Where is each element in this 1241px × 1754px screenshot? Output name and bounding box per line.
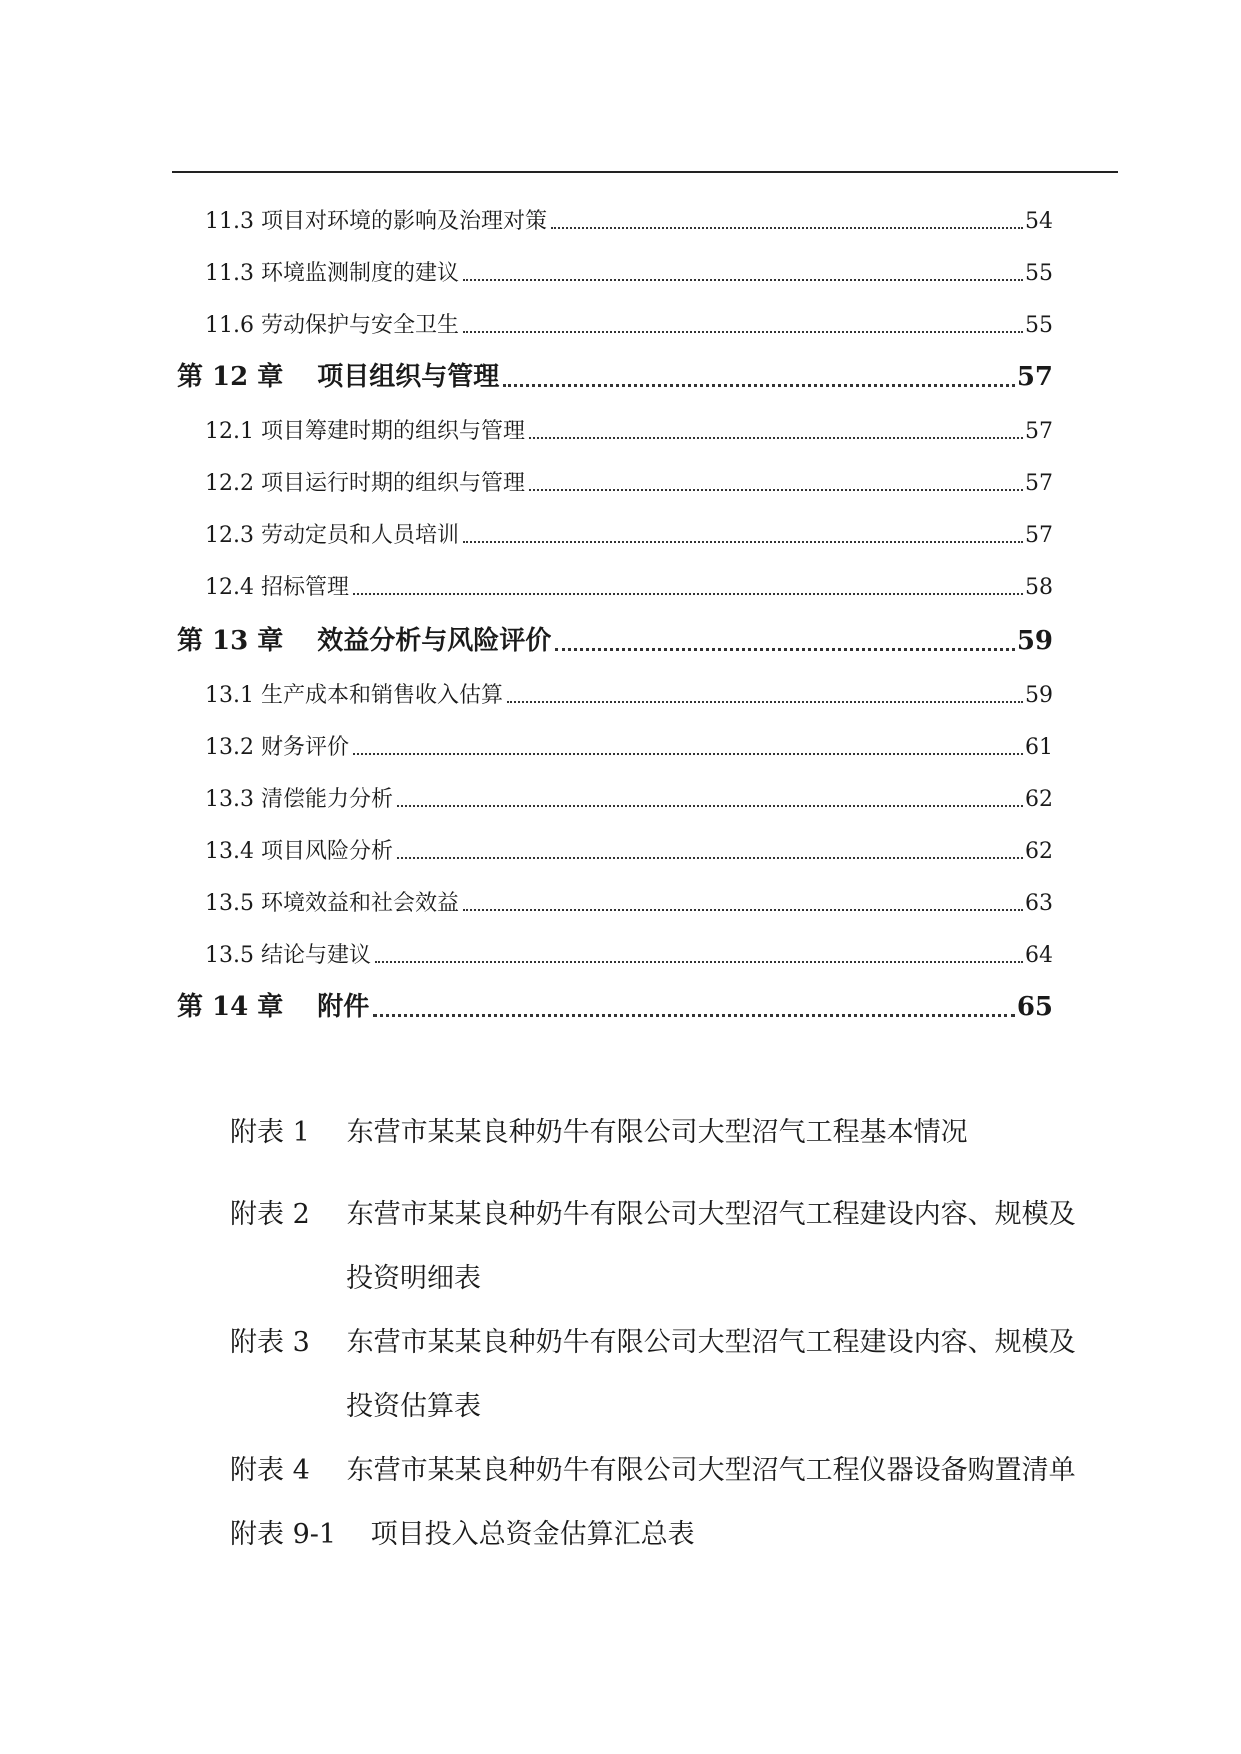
toc-chapter-page: 57	[1016, 362, 1053, 392]
toc-chapter[interactable]	[177, 620, 1053, 657]
appendix-label: 附表 4	[230, 1455, 310, 1486]
toc-chapter-number: 第 14 章	[177, 992, 284, 1022]
toc-entry[interactable]	[205, 414, 1053, 445]
dot-leader	[463, 541, 1023, 543]
toc-entry[interactable]	[205, 678, 1053, 709]
toc-entry[interactable]	[205, 308, 1053, 339]
dot-leader	[555, 648, 1015, 651]
toc-entry[interactable]	[205, 204, 1053, 235]
toc-entry-page: 55	[1025, 313, 1053, 338]
toc-entry-label: 11.3 环境监测制度的建议	[205, 261, 459, 286]
appendix-text: 东营市某某良种奶牛有限公司大型沼气工程基本情况	[346, 1117, 968, 1148]
appendix-text: 东营市某某良种奶牛有限公司大型沼气工程建设内容、规模及	[346, 1327, 1076, 1358]
appendix-item	[230, 1110, 968, 1149]
appendix-continuation: 投资明细表	[346, 1263, 481, 1294]
dot-leader	[463, 331, 1023, 333]
dot-leader	[551, 227, 1023, 229]
toc-entry-label: 13.1 生产成本和销售收入估算	[205, 683, 503, 708]
toc-entry[interactable]	[205, 466, 1053, 497]
toc-entry-label: 12.2 项目运行时期的组织与管理	[205, 471, 525, 496]
dot-leader	[397, 805, 1023, 807]
appendix-item	[230, 1320, 1076, 1359]
appendix-label: 附表 2	[230, 1199, 310, 1230]
toc-entry[interactable]	[205, 730, 1053, 761]
toc-entry-label: 13.3 清偿能力分析	[205, 787, 393, 812]
toc-entry-label: 11.6 劳动保护与安全卫生	[205, 313, 459, 338]
dot-leader	[503, 384, 1015, 387]
dot-leader	[507, 701, 1023, 703]
toc-entry[interactable]	[205, 834, 1053, 865]
appendix-continuation: 投资估算表	[346, 1391, 481, 1422]
toc-entry-page: 57	[1025, 523, 1053, 548]
appendix-item	[230, 1192, 1076, 1231]
toc-entry-page: 61	[1025, 735, 1053, 760]
toc-chapter-label: 附件	[317, 992, 370, 1022]
toc-entry-label: 13.2 财务评价	[205, 735, 349, 760]
dot-leader	[463, 909, 1023, 911]
toc-entry-page: 58	[1025, 575, 1053, 600]
toc-chapter-label: 效益分析与风险评价	[317, 626, 552, 656]
toc-chapter[interactable]	[177, 356, 1053, 393]
toc-entry-label: 13.5 结论与建议	[205, 943, 371, 968]
dot-leader	[529, 437, 1023, 439]
appendix-text: 东营市某某良种奶牛有限公司大型沼气工程仪器设备购置清单	[346, 1455, 1076, 1486]
appendix-label: 附表 9-1	[230, 1519, 337, 1550]
dot-leader	[463, 279, 1023, 281]
toc-entry[interactable]	[205, 518, 1053, 549]
appendix-item	[230, 1448, 1076, 1487]
toc-chapter-number: 第 12 章	[177, 362, 284, 392]
toc-entry[interactable]	[205, 938, 1053, 969]
toc-entry-page: 59	[1025, 683, 1053, 708]
toc-entry-label: 13.5 环境效益和社会效益	[205, 891, 459, 916]
toc-chapter-page: 65	[1016, 992, 1053, 1022]
toc-entry-label: 12.4 招标管理	[205, 575, 349, 600]
toc-entry-page: 62	[1025, 787, 1053, 812]
toc-chapter-number: 第 13 章	[177, 626, 284, 656]
dot-leader	[373, 1014, 1015, 1017]
appendix-text: 东营市某某良种奶牛有限公司大型沼气工程建设内容、规模及	[346, 1199, 1076, 1230]
toc-entry[interactable]	[205, 886, 1053, 917]
dot-leader	[529, 489, 1023, 491]
toc-entry-page: 64	[1025, 943, 1053, 968]
toc-entry-label: 13.4 项目风险分析	[205, 839, 393, 864]
header-rule	[172, 171, 1118, 173]
toc-chapter-page: 59	[1016, 626, 1053, 656]
toc-entry-page: 62	[1025, 839, 1053, 864]
toc-chapter-label: 项目组织与管理	[317, 362, 500, 392]
toc-chapter[interactable]	[177, 986, 1053, 1023]
appendix-label: 附表 3	[230, 1327, 310, 1358]
appendix-item	[230, 1512, 695, 1551]
toc-entry-page: 63	[1025, 891, 1053, 916]
toc-entry[interactable]	[205, 256, 1053, 287]
dot-leader	[353, 753, 1023, 755]
toc-entry[interactable]	[205, 782, 1053, 813]
dot-leader	[397, 857, 1023, 859]
toc-entry-page: 57	[1025, 471, 1053, 496]
toc-entry-label: 12.1 项目筹建时期的组织与管理	[205, 419, 525, 444]
toc-entry-page: 54	[1025, 209, 1053, 234]
appendix-text: 项目投入总资金估算汇总表	[370, 1519, 695, 1550]
toc-entry-page: 55	[1025, 261, 1053, 286]
toc-entry[interactable]	[205, 570, 1053, 601]
toc-entry-label: 12.3 劳动定员和人员培训	[205, 523, 459, 548]
toc-entry-page: 57	[1025, 419, 1053, 444]
dot-leader	[353, 593, 1023, 595]
dot-leader	[375, 961, 1023, 963]
toc-entry-label: 11.3 项目对环境的影响及治理对策	[205, 209, 547, 234]
appendix-label: 附表 1	[230, 1117, 310, 1148]
